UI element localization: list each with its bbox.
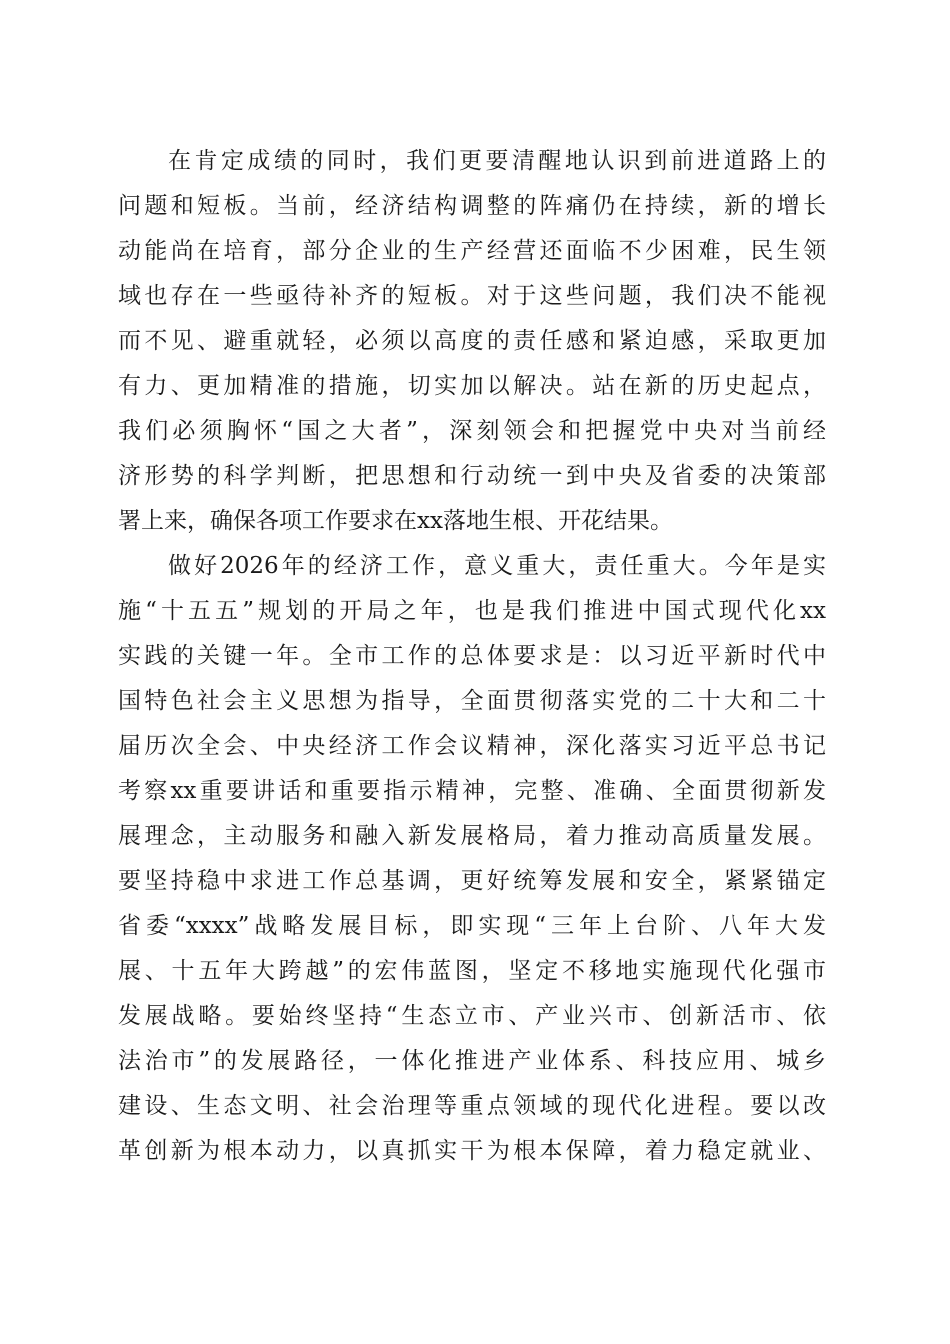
text-line: 署上来，确保各项工作要求在xx落地生根、开花结果。 bbox=[118, 508, 673, 534]
text-line: 而不见、避重就轻，必须以高度的责任感和紧迫感，采取更加 bbox=[118, 328, 826, 354]
text-line: 有力、更加精准的措施，切实加以解决。站在新的历史起点， bbox=[118, 373, 826, 399]
text-line: 省委“xxxx”战略发展目标，即实现“三年上台阶、八年大发 bbox=[118, 913, 826, 939]
text-line: 在肯定成绩的同时，我们更要清醒地认识到前进道路上的 bbox=[168, 148, 826, 174]
text-line: 要坚持稳中求进工作总基调，更好统筹发展和安全，紧紧锚定 bbox=[118, 868, 826, 894]
text-line: 国特色社会主义思想为指导，全面贯彻落实党的二十大和二十 bbox=[118, 688, 826, 714]
text-line: 考察xx重要讲话和重要指示精神，完整、准确、全面贯彻新发 bbox=[118, 778, 826, 804]
text-line: 展理念，主动服务和融入新发展格局，着力推动高质量发展。 bbox=[118, 823, 826, 849]
text-line: 我们必须胸怀“国之大者”，深刻领会和把握党中央对当前经 bbox=[118, 418, 826, 444]
text-line: 届历次全会、中央经济工作会议精神，深化落实习近平总书记 bbox=[118, 733, 826, 759]
text-line: 做好2026年的经济工作，意义重大，责任重大。今年是实 bbox=[168, 553, 826, 579]
text-line: 施“十五五”规划的开局之年，也是我们推进中国式现代化xx bbox=[118, 598, 826, 624]
text-line: 问题和短板。当前，经济结构调整的阵痛仍在持续，新的增长 bbox=[118, 193, 826, 219]
text-line: 域也存在一些亟待补齐的短板。对于这些问题，我们决不能视 bbox=[118, 283, 826, 309]
text-line: 发展战略。要始终坚持“生态立市、产业兴市、创新活市、依 bbox=[118, 1003, 826, 1029]
text-line: 法治市”的发展路径，一体化推进产业体系、科技应用、城乡 bbox=[118, 1048, 826, 1074]
text-line: 革创新为根本动力，以真抓实干为根本保障，着力稳定就业、 bbox=[118, 1138, 826, 1164]
text-line: 实践的关键一年。全市工作的总体要求是：以习近平新时代中 bbox=[118, 643, 826, 669]
text-line: 展、十五年大跨越”的宏伟蓝图，坚定不移地实施现代化强市 bbox=[118, 958, 826, 984]
text-line: 动能尚在培育，部分企业的生产经营还面临不少困难，民生领 bbox=[118, 238, 826, 264]
text-line: 建设、生态文明、社会治理等重点领域的现代化进程。要以改 bbox=[118, 1093, 826, 1119]
text-line: 济形势的科学判断，把思想和行动统一到中央及省委的决策部 bbox=[118, 463, 826, 489]
